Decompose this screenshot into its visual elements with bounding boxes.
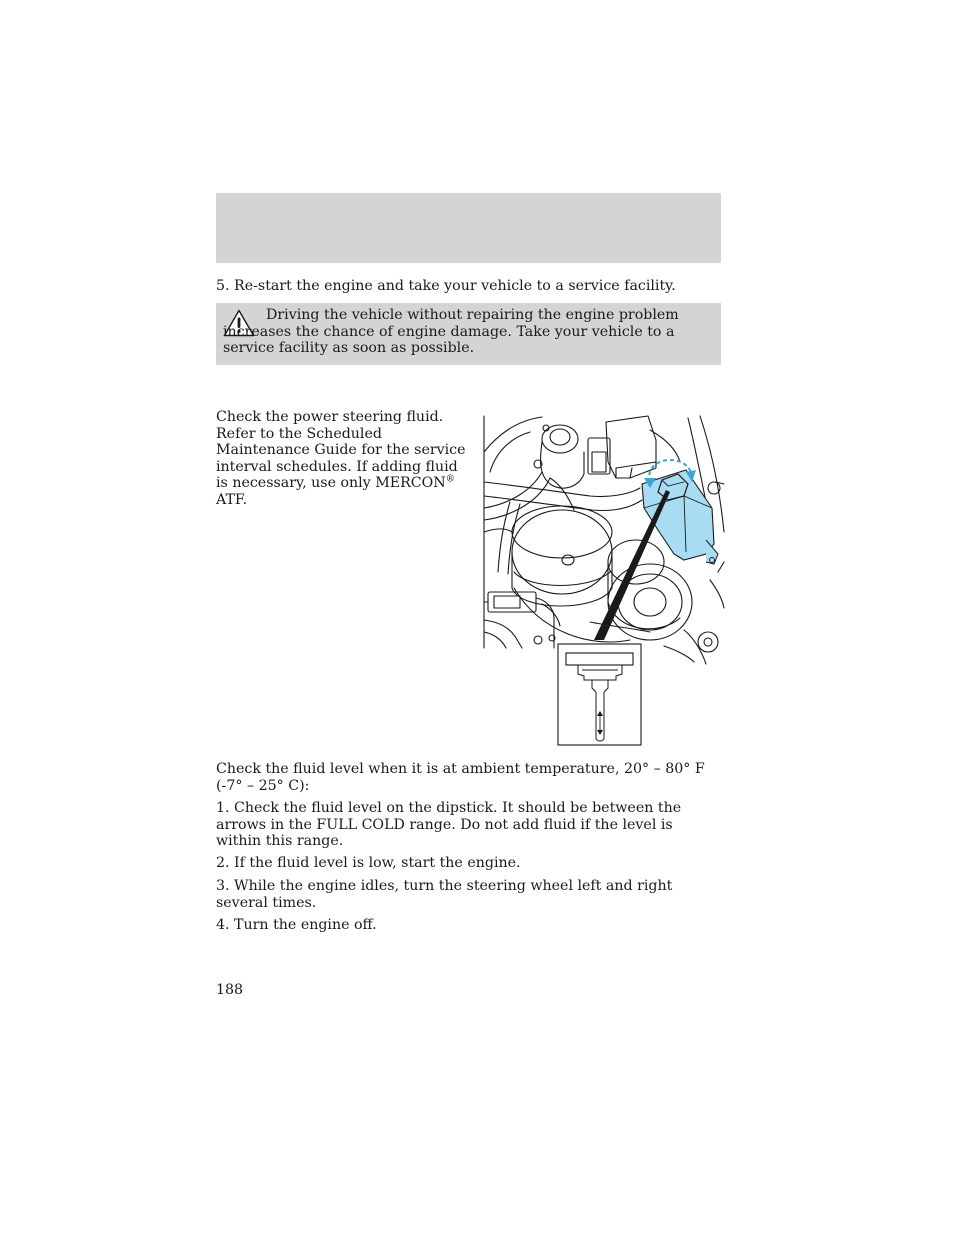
dipstick-inset [558, 644, 641, 745]
intro-text: Check the power steering fluid. Refer to the Scheduled Maintenance Guide for the service interval schedules. If adding fluid is necessary, use only MERCON [216, 409, 466, 491]
step-4-text: 4. Turn the engine off. [216, 917, 377, 933]
step-1-text: 1. Check the fluid level on the dipstick. It should be between the arrows in the FULL COLD range. Do not add fluid if the level is within this range. [216, 800, 682, 849]
ambient-temperature-note: Check the fluid level when it is at ambient temperature, 20° – 80° F (-7° – 25° C): [216, 761, 705, 794]
step-3-text: 3. While the engine idles, turn the steering wheel left and right several times. [216, 878, 673, 911]
power-steering-reservoir-dipstick-illustration [480, 412, 725, 748]
step-2-text: 2. If the fluid level is low, start the engine. [216, 855, 521, 871]
step-5-text: 5. Re-start the engine and take your vehicle to a service facility. [216, 278, 676, 294]
warning-box [216, 303, 721, 365]
intro-text-end: ATF. [216, 491, 248, 508]
reservoir-highlight [642, 460, 718, 564]
warning-text: Driving the vehicle without repairing the engine problem increases the chance of engine damage. Take your vehicle to a service facility as soon as possible. [223, 307, 679, 356]
section-header-band [216, 193, 721, 263]
registered-mark: ® [445, 474, 455, 485]
page-number: 188 [216, 982, 244, 998]
intro-paragraph [216, 409, 471, 508]
